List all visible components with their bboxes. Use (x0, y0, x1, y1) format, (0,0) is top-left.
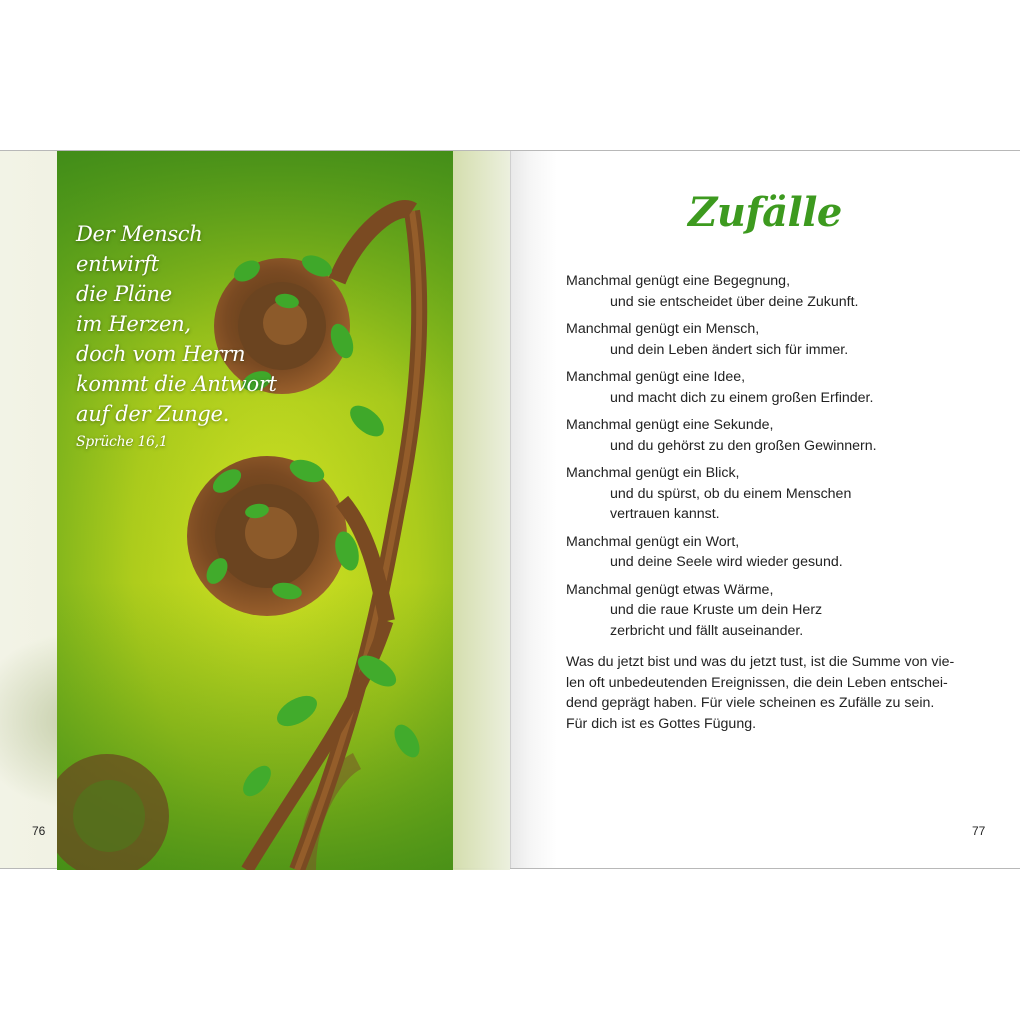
paragraph-line: dend geprägt haben. Für viele scheinen es Zufälle zu sein. (566, 695, 935, 711)
closing-paragraph (566, 652, 970, 734)
quote-line: kommt die Antwort (76, 372, 277, 396)
page-number-right: 77 (972, 824, 986, 838)
poem-line: Manchmal genügt eine Sekunde, (566, 417, 774, 433)
poem-line: Manchmal genügt eine Idee, (566, 369, 746, 385)
poem-line: Manchmal genügt etwas Wärme, (566, 581, 774, 598)
paragraph-line: Was du jetzt bist und was du jetzt tust, ist die Summe von vie- (566, 654, 955, 670)
poem-line: Manchmal genügt eine Begegnung, (566, 273, 791, 289)
poem-line: vertrauen kannst. (610, 506, 720, 522)
page-number-left: 76 (32, 824, 46, 838)
poem-line: und macht dich zu einem großen Erfinder. (610, 389, 874, 406)
poem (566, 271, 976, 648)
poem-line: und deine Seele wird wieder gesund. (610, 554, 843, 570)
book-spread (0, 150, 1020, 869)
quote-line: entwirft (76, 252, 159, 276)
quote-line: auf der Zunge. (76, 402, 230, 426)
paragraph-line: len oft unbedeutenden Ereignissen, die dein Leben entschei- (566, 674, 948, 691)
poem-stanza (566, 271, 976, 312)
paragraph-line: Für dich ist es Gottes Fügung. (566, 715, 757, 732)
poem-line: und die raue Kruste um dein Herz (610, 602, 823, 618)
quote-line: Der Mensch (76, 222, 203, 246)
poem-stanza (566, 367, 976, 408)
poem-line: und du spürst, ob du einem Menschen (610, 485, 852, 502)
photo-edge-fade (453, 151, 510, 870)
poem-line: Manchmal genügt ein Mensch, (566, 321, 760, 337)
poem-stanza (566, 532, 976, 573)
quote-line: doch vom Herrn (76, 342, 246, 366)
bible-quote (76, 219, 276, 453)
poem-line: Manchmal genügt ein Blick, (566, 465, 740, 481)
page-title: Zufälle (688, 189, 842, 236)
poem-line: und du gehörst zu den großen Gewinnern. (610, 437, 877, 454)
quote-line: die Pläne (76, 282, 172, 306)
poem-stanza (566, 580, 976, 642)
poem-stanza (566, 463, 976, 525)
poem-line: und dein Leben ändert sich für immer. (610, 341, 849, 358)
quote-reference: Sprüche 16,1 (76, 434, 168, 450)
poem-stanza (566, 415, 976, 456)
poem-line: zerbricht und fällt auseinander. (610, 622, 804, 639)
poem-stanza (566, 319, 976, 360)
poem-line: und sie entscheidet über deine Zukunft. (610, 293, 859, 310)
poem-line: Manchmal genügt ein Wort, (566, 533, 740, 550)
quote-line: im Herzen, (76, 312, 191, 336)
